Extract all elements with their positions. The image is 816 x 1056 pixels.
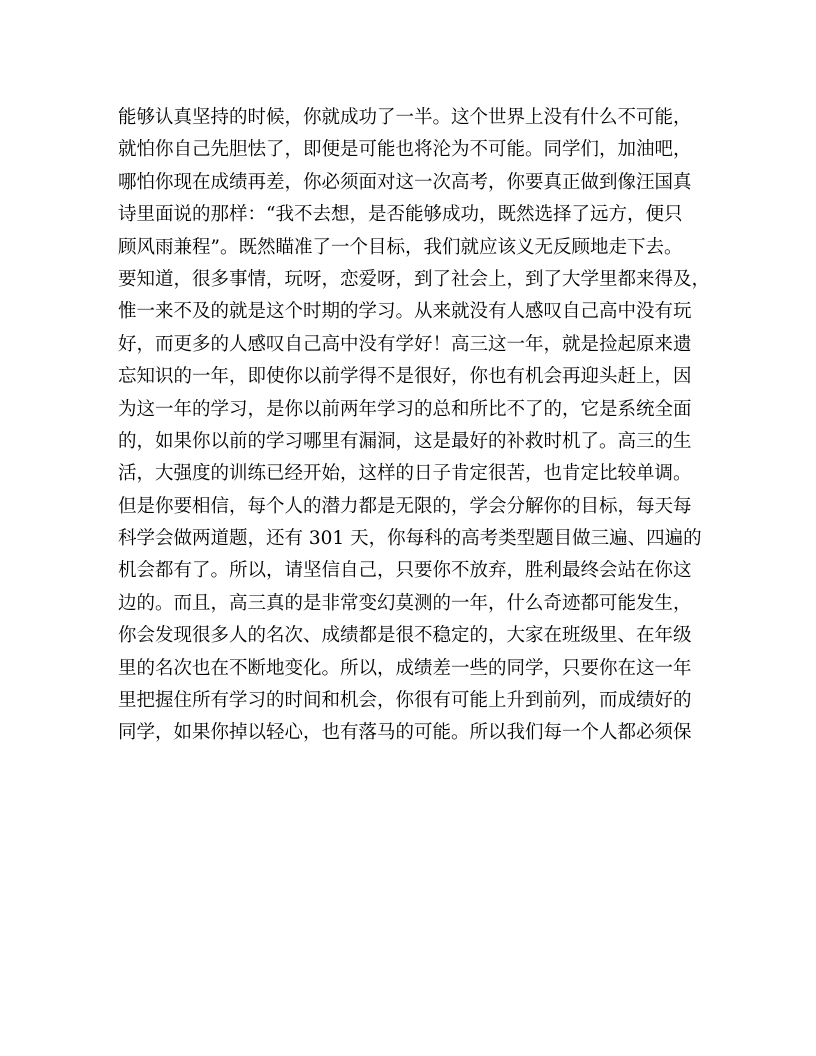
text-line: 就怕你自己先胆怯了，即便是可能也将沦为不可能。同学们，加油吧，	[118, 139, 692, 161]
text-line: 活，大强度的训练已经开始，这样的日子肯定很苦，也肯定比较单调。	[118, 463, 692, 485]
text-line: 惟一来不及的就是这个时期的学习。从来就没有人感叹自己高中没有玩	[118, 301, 692, 323]
text-line: 哪怕你现在成绩再差，你必须面对这一次高考，你要真正做到像汪国真	[118, 171, 692, 193]
text-line: 同学，如果你掉以轻心，也有落马的可能。所以我们每一个人都必须保	[118, 722, 692, 744]
text-line: 忘知识的一年，即使你以前学得不是很好，你也有机会再迎头赶上，因	[118, 366, 692, 388]
text-line: 能够认真坚持的时候，你就成功了一半。这个世界上没有什么不可能，	[118, 107, 692, 128]
text-line: 里的名次也在不断地变化。所以，成绩差一些的同学，只要你在这一年	[118, 657, 692, 679]
text-line: 诗里面说的那样：“我不去想，是否能够成功，既然选择了远方，便只	[118, 204, 683, 226]
text-line: 机会都有了。所以，请坚信自己，只要你不放弃，胜利最终会站在你这	[118, 560, 692, 582]
text-line: 的，如果你以前的学习哪里有漏洞，这是最好的补救时机了。高三的生	[118, 430, 692, 452]
text-line: 顾风雨兼程”。既然瞄准了一个目标，我们就应该义无反顾地走下去。	[118, 236, 683, 258]
text-line: 科学会做两道题，还有 301 天，你每科的高考类型题目做三遍、四遍的	[118, 528, 702, 550]
text-line: 边的。而且，高三真的是非常变幻莫测的一年，什么奇迹都可能发生，	[118, 592, 692, 614]
text-line: 要知道，很多事情，玩呀，恋爱呀，到了社会上，到了大学里都来得及，	[118, 268, 711, 290]
body-text	[118, 102, 711, 750]
text-line: 你会发现很多人的名次、成绩都是很不稳定的，大家在班级里、在年级	[118, 625, 692, 647]
text-line: 但是你要相信，每个人的潜力都是无限的，学会分解你的目标，每天每	[118, 495, 692, 517]
text-line: 里把握住所有学习的时间和机会，你很有可能上升到前列，而成绩好的	[118, 690, 692, 712]
text-line: 为这一年的学习，是你以前两年学习的总和所比不了的，它是系统全面	[118, 398, 692, 420]
text-line: 好，而更多的人感叹自己高中没有学好！高三这一年，就是捡起原来遗	[118, 333, 692, 355]
